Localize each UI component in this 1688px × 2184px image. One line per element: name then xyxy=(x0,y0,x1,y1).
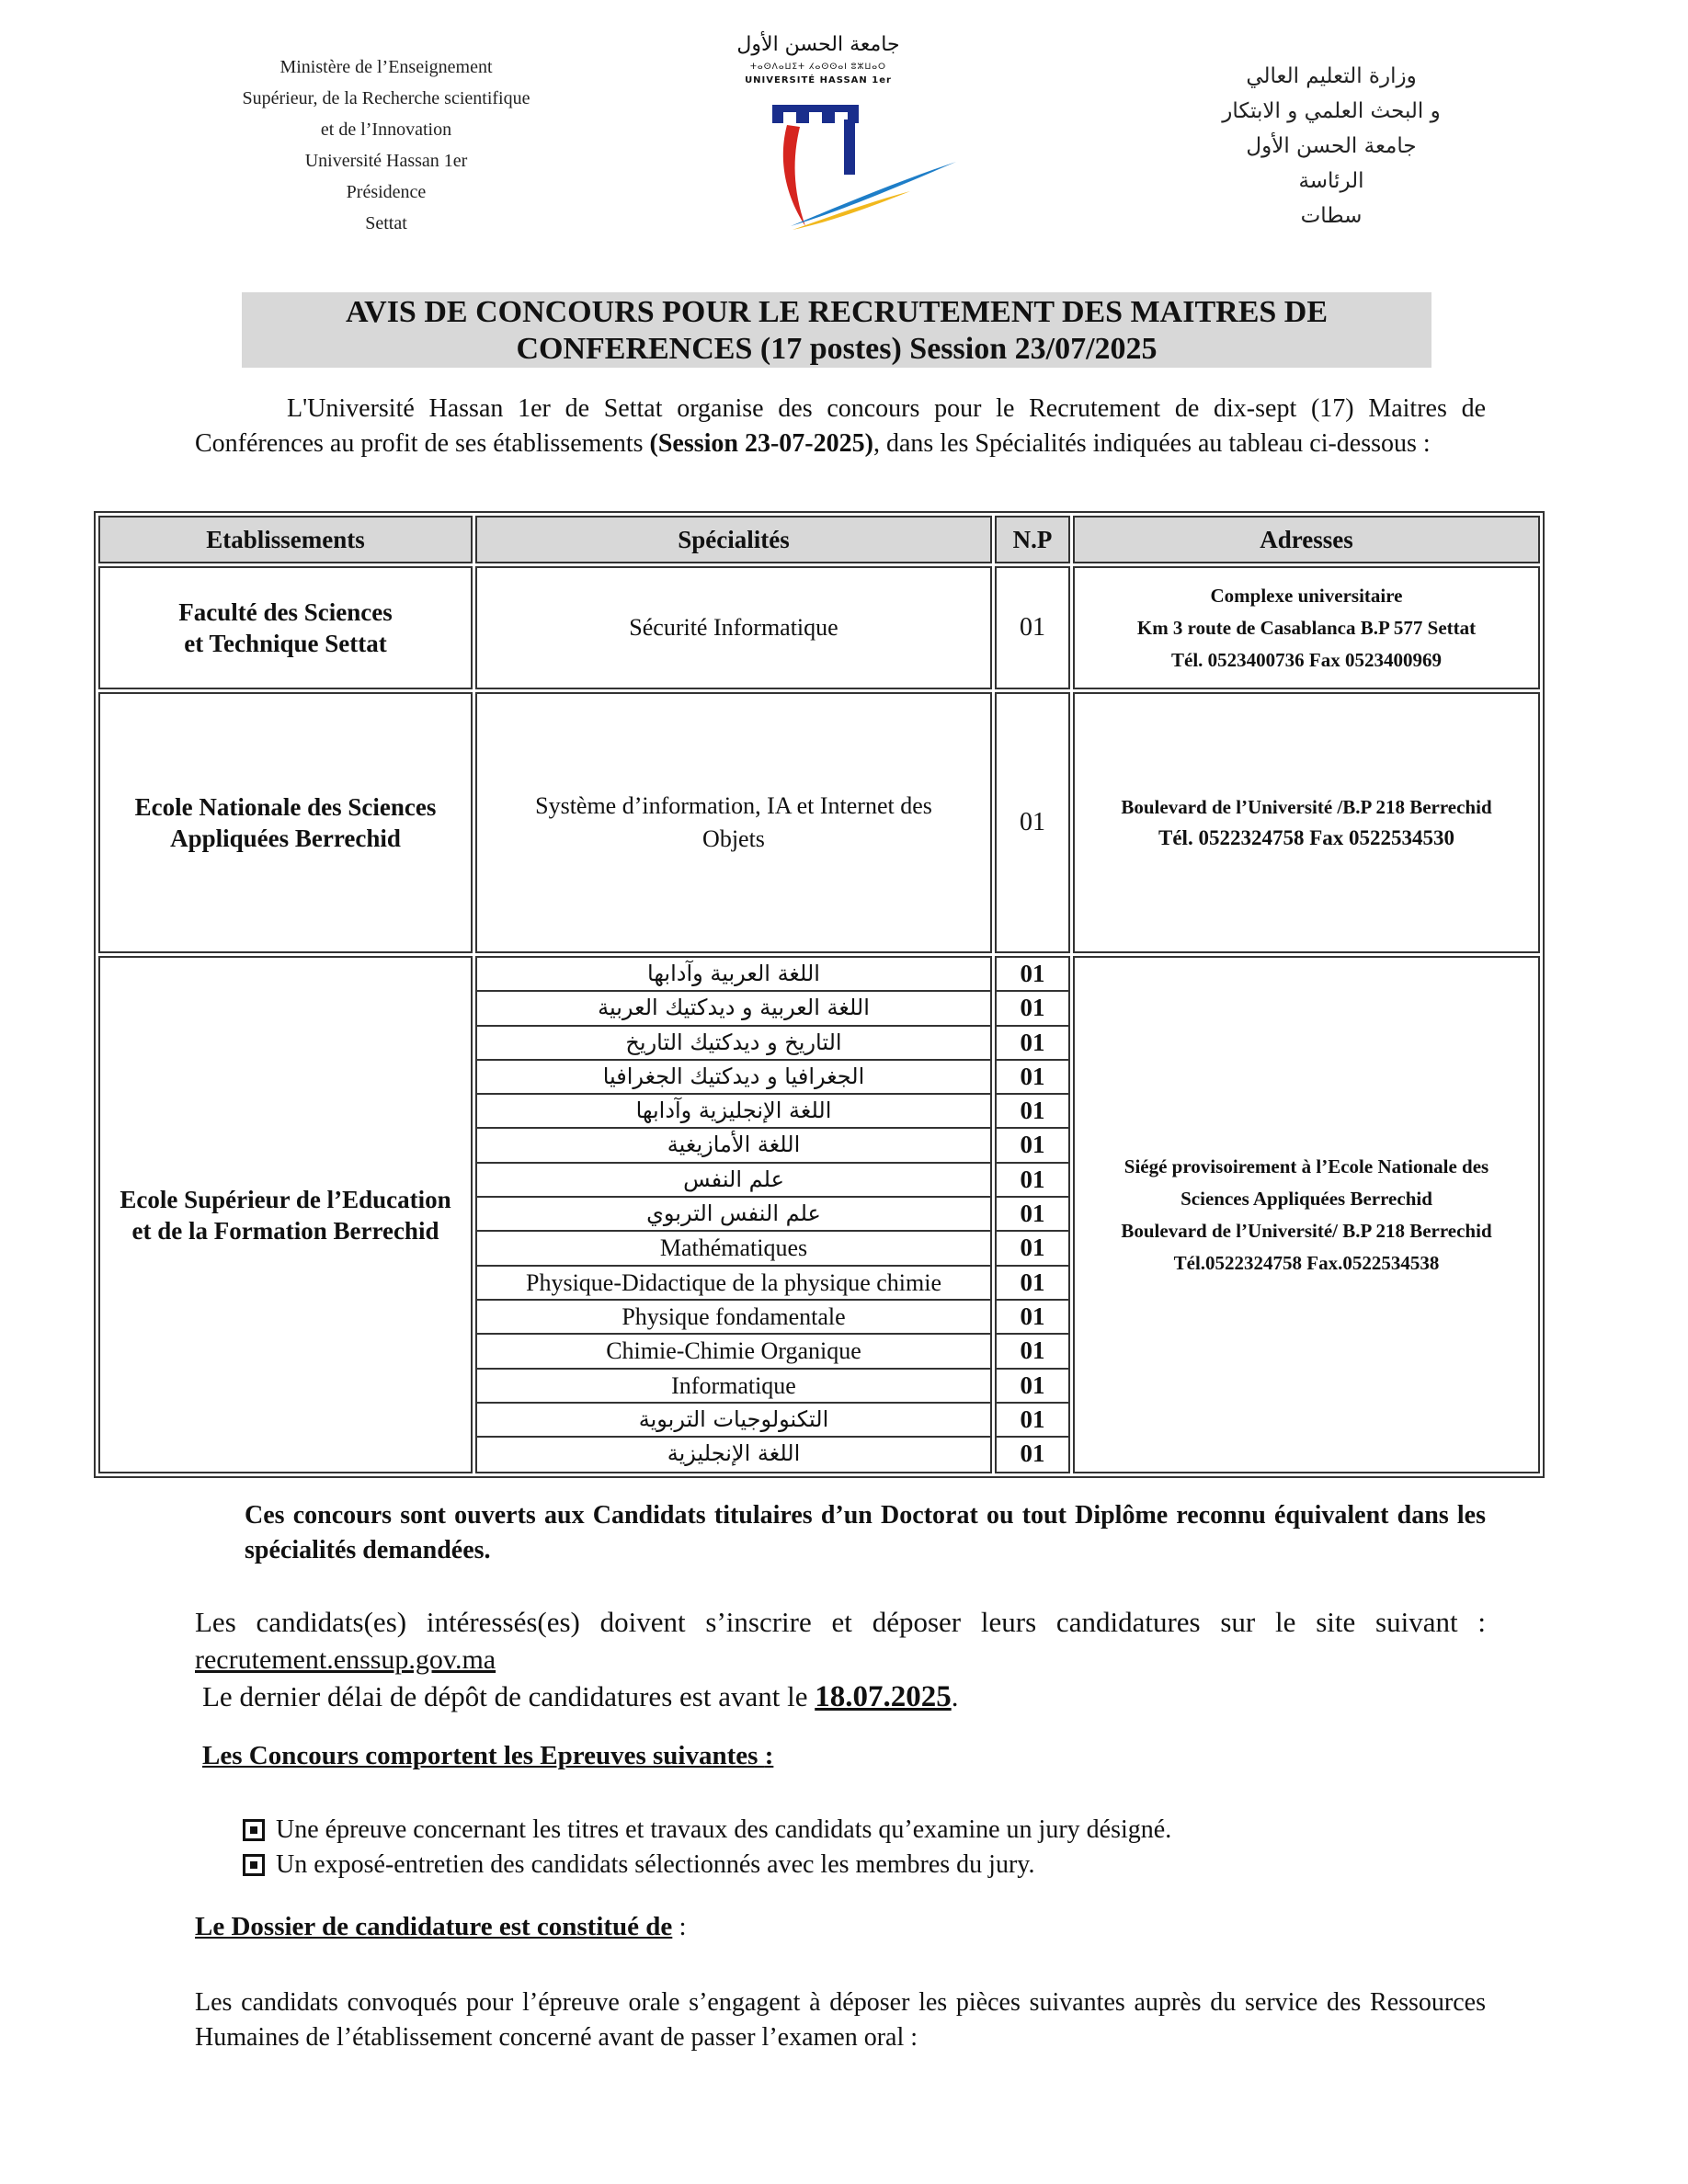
list-item: Informatique xyxy=(477,1370,990,1404)
deadline-end: . xyxy=(951,1680,959,1712)
list-item: 01 xyxy=(997,1061,1068,1095)
dossier-heading xyxy=(195,1912,687,1942)
spec-line: Système d’information, IA et Internet des xyxy=(535,792,932,819)
list-item: 01 xyxy=(997,1232,1068,1266)
header-fr-line: Settat xyxy=(365,213,407,233)
deadline-date: 18.07.2025 xyxy=(815,1680,952,1713)
header-etablissements: Etablissements xyxy=(98,516,473,563)
logo-latin-name: UNIVERSITÉ HASSAN 1er xyxy=(745,75,892,85)
list-item: الجغرافيا و ديدكتيك الجغرافيا xyxy=(477,1061,990,1095)
epreuves-heading-text: Les Concours comportent les Epreuves suivantes xyxy=(202,1741,765,1770)
header-fr-line: Présidence xyxy=(346,182,427,202)
dossier-heading-tail: : xyxy=(672,1912,687,1941)
list-item: 01 xyxy=(997,992,1068,1026)
epreuve-text: Une épreuve concernant les titres et travaux des candidats qu’examine un jury désigné. xyxy=(276,1815,1172,1844)
table-header-row xyxy=(98,516,1540,563)
deadline-line xyxy=(202,1680,958,1714)
logo-emblem-icon xyxy=(726,88,965,245)
apply-instructions xyxy=(195,1604,1486,1678)
list-item: Chimie-Chimie Organique xyxy=(477,1335,990,1369)
table-row xyxy=(98,956,1540,1473)
logo-tifinagh-name: ⵜⴰⵙⴷⴰⵡⵉⵜ ⵃⴰⵙⵙⴰⵏ ⵓⵣⵡⴰⵔ xyxy=(749,63,887,72)
epreuves-heading-tail: : xyxy=(764,1741,774,1770)
ministry-header-ar xyxy=(1166,59,1497,233)
header-ar-line: الرئاسة xyxy=(1298,169,1364,193)
etab-cell xyxy=(98,956,473,1473)
intro-text-2: , dans les Spécialités indiquées au tableau ci-dessous : xyxy=(873,429,1431,458)
addr-line: Boulevard de l’Université /B.P 218 Berrechid xyxy=(1121,796,1492,818)
list-item: Physique fondamentale xyxy=(477,1301,990,1335)
title-line-2: CONFERENCES (17 postes) Session 23/07/2025 xyxy=(516,332,1158,366)
list-item: علم النفس xyxy=(477,1164,990,1198)
np-list-cell xyxy=(995,956,1070,1473)
checkbox-square-icon xyxy=(243,1854,265,1876)
epreuve-text: Un exposé-entretien des candidats sélectionnés avec les membres du jury. xyxy=(276,1850,1035,1879)
addr-cell xyxy=(1073,692,1540,953)
addr-line: Tél. 0523400736 Fax 0523400969 xyxy=(1171,648,1442,671)
list-item: 01 xyxy=(997,1335,1068,1369)
list-item: 01 xyxy=(997,1198,1068,1232)
posts-table xyxy=(94,511,1545,1478)
np-cell: 01 xyxy=(995,692,1070,953)
header-adresses: Adresses xyxy=(1073,516,1540,563)
header-ar-line: وزارة التعليم العالي xyxy=(1246,64,1417,88)
list-item: التاريخ و ديدكتيك التاريخ xyxy=(477,1027,990,1061)
dossier-heading-text: Le Dossier de candidature est constitué de xyxy=(195,1912,673,1941)
addr-line: Siégé provisoirement à l’Ecole Nationale des xyxy=(1123,1155,1489,1177)
recruitment-site-link[interactable]: recrutement.enssup.gov.ma xyxy=(195,1644,496,1675)
list-item: اللغة الإنجليزية xyxy=(667,1440,801,1467)
addr-line: Boulevard de l’Université/ B.P 218 Berrechid xyxy=(1121,1219,1492,1242)
ministry-header-fr xyxy=(175,51,598,239)
list-item: اللغة العربية و ديدكتيك العربية xyxy=(477,992,990,1026)
etab-line: Faculté des Sciences xyxy=(178,598,393,626)
np-cell: 01 xyxy=(995,566,1070,689)
etab-line: Ecole Supérieur de l’Education xyxy=(120,1185,451,1213)
eligibility-conditions: Ces concours sont ouverts aux Candidats titulaires d’un Doctorat ou tout Diplôme reconnu équivalent dans les spécialités demandées. xyxy=(245,1501,1486,1564)
addr-cell xyxy=(1073,956,1540,1473)
header-fr-line: Supérieur, de la Recherche scientifique xyxy=(242,88,530,108)
spec-list xyxy=(477,958,990,1472)
intro-paragraph xyxy=(195,392,1486,461)
checkbox-square-icon xyxy=(243,1819,265,1841)
table-row xyxy=(98,566,1540,689)
np-list xyxy=(997,958,1068,1472)
addr-line: Sciences Appliquées Berrechid xyxy=(1180,1187,1432,1210)
list-item: 01 xyxy=(997,1129,1068,1163)
list-item: 01 xyxy=(997,1267,1068,1301)
deadline-text: Le dernier délai de dépôt de candidatures est avant le xyxy=(202,1680,815,1712)
list-item: التكنولوجيات التربوية xyxy=(477,1404,990,1438)
epreuves-heading xyxy=(202,1741,773,1771)
list-item: اللغة الإنجليزية وآدابها xyxy=(477,1095,990,1129)
list-item: 01 xyxy=(1020,1439,1045,1468)
header-fr-line: Ministère de l’Enseignement xyxy=(279,57,493,77)
list-item: 01 xyxy=(997,1095,1068,1129)
addr-line: Tél. 0522324758 Fax 0522534530 xyxy=(1158,826,1454,849)
epreuves-list xyxy=(243,1813,1171,1883)
intro-text-1: L'Université Hassan 1er de Settat organise des concours pour le Recrutement de dix-sept (17) Maitres de Conférences au profit de ses établissements xyxy=(195,394,1486,458)
list-item xyxy=(243,1848,1171,1883)
list-item: 01 xyxy=(997,1404,1068,1438)
header-fr-line: Université Hassan 1er xyxy=(304,151,468,171)
table-row xyxy=(98,692,1540,953)
spec-cell: Sécurité Informatique xyxy=(475,566,992,689)
list-item: اللغة الأمازيغية xyxy=(477,1129,990,1163)
etab-line: et de la Formation Berrechid xyxy=(131,1216,439,1245)
etab-cell xyxy=(98,566,473,689)
title-line-1: AVIS DE CONCOURS POUR LE RECRUTEMENT DES MAITRES DE xyxy=(345,295,1329,329)
notice-title xyxy=(242,292,1431,368)
list-item: 01 xyxy=(997,958,1068,992)
spec-list-cell xyxy=(475,956,992,1473)
etab-cell xyxy=(98,692,473,953)
addr-line: Complexe universitaire xyxy=(1210,584,1403,607)
list-item: 01 xyxy=(997,1301,1068,1335)
header-ar-line: سطات xyxy=(1300,204,1363,228)
list-item: 01 xyxy=(997,1027,1068,1061)
header-fr-line: et de l’Innovation xyxy=(320,119,452,140)
list-item: Mathématiques xyxy=(477,1232,990,1266)
header-ar-line: و البحث العلمي و الابتكار xyxy=(1222,99,1441,123)
list-item: 01 xyxy=(997,1164,1068,1198)
header-np: N.P xyxy=(995,516,1070,563)
header-ar-line: جامعة الحسن الأول xyxy=(1246,134,1417,158)
list-item: 01 xyxy=(997,1370,1068,1404)
addr-cell xyxy=(1073,566,1540,689)
list-item: اللغة العربية وآدابها xyxy=(477,958,990,992)
list-item xyxy=(243,1813,1171,1848)
list-item: Physique-Didactique de la physique chimie xyxy=(477,1267,990,1301)
addr-line: Km 3 route de Casablanca B.P 577 Settat xyxy=(1136,616,1477,639)
university-logo xyxy=(726,33,965,245)
spec-cell xyxy=(475,692,992,953)
etab-line: Appliquées Berrechid xyxy=(170,825,401,852)
intro-session: (Session 23-07-2025) xyxy=(649,429,873,458)
apply-text: Les candidats(es) intéressés(es) doivent s’inscrire et déposer leurs candidatures sur le site suivant : xyxy=(195,1606,1486,1638)
final-paragraph: Les candidats convoqués pour l’épreuve orale s’engagent à déposer les pièces suivantes auprès du service des Ressources Humaines de l’établissement concerné avant de passer l’examen oral : xyxy=(195,1988,1486,2052)
etab-line: Ecole Nationale des Sciences xyxy=(134,793,437,821)
spec-line: Objets xyxy=(702,825,765,852)
list-item: علم النفس التربوي xyxy=(477,1198,990,1232)
addr-line: Tél.0522324758 Fax.0522534538 xyxy=(1173,1251,1440,1274)
logo-arabic-name: جامعة الحسن الأول xyxy=(736,33,900,56)
etab-line: et Technique Settat xyxy=(184,630,387,657)
header-specialites: Spécialités xyxy=(475,516,992,563)
